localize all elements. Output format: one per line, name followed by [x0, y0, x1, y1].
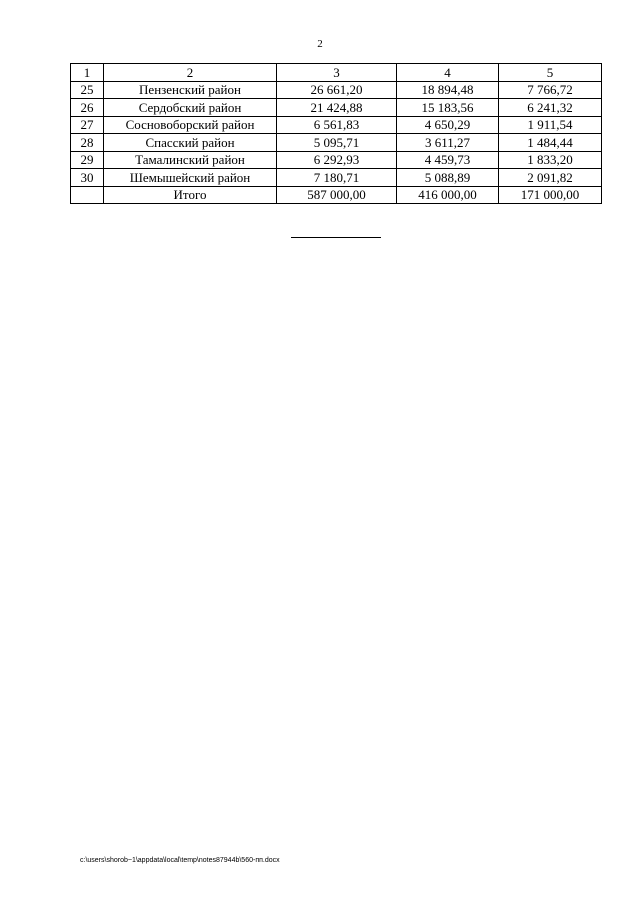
amount-col-4: 3 611,27	[397, 134, 499, 152]
header-cell-5: 5	[499, 64, 602, 82]
total-col-4: 416 000,00	[397, 186, 499, 204]
district-name: Сердобский район	[104, 99, 277, 117]
amount-col-4: 5 088,89	[397, 169, 499, 187]
district-name: Сосновоборский район	[104, 116, 277, 134]
row-number: 25	[71, 81, 104, 99]
table-row	[71, 99, 602, 117]
district-name: Шемышейский район	[104, 169, 277, 187]
row-number: 30	[71, 169, 104, 187]
amount-col-3: 6 561,83	[277, 116, 397, 134]
footer-file-path: c:\users\shorob~1\appdata\local\temp\notes87944b\560-пп.docx	[80, 857, 280, 864]
total-empty-cell	[71, 186, 104, 204]
header-cell-3: 3	[277, 64, 397, 82]
table-row	[71, 81, 602, 99]
amount-col-5: 1 484,44	[499, 134, 602, 152]
table-row	[71, 134, 602, 152]
header-cell-4: 4	[397, 64, 499, 82]
row-number: 29	[71, 151, 104, 169]
district-name: Тамалинский район	[104, 151, 277, 169]
amount-col-3: 5 095,71	[277, 134, 397, 152]
amount-col-5: 1 911,54	[499, 116, 602, 134]
table-row	[71, 169, 602, 187]
amount-col-4: 15 183,56	[397, 99, 499, 117]
amount-col-4: 4 459,73	[397, 151, 499, 169]
total-col-3: 587 000,00	[277, 186, 397, 204]
table-row	[71, 116, 602, 134]
total-label: Итого	[104, 186, 277, 204]
table-header-row	[71, 64, 602, 82]
table-total-row	[71, 186, 602, 204]
amount-col-5: 1 833,20	[499, 151, 602, 169]
row-number: 28	[71, 134, 104, 152]
row-number: 27	[71, 116, 104, 134]
amount-col-3: 7 180,71	[277, 169, 397, 187]
total-col-5: 171 000,00	[499, 186, 602, 204]
end-of-document-rule	[291, 237, 381, 238]
amount-col-3: 6 292,93	[277, 151, 397, 169]
amount-col-5: 7 766,72	[499, 81, 602, 99]
amount-col-3: 21 424,88	[277, 99, 397, 117]
header-cell-2: 2	[104, 64, 277, 82]
amount-col-5: 6 241,32	[499, 99, 602, 117]
district-name: Спасский район	[104, 134, 277, 152]
amount-col-5: 2 091,82	[499, 169, 602, 187]
district-name: Пензенский район	[104, 81, 277, 99]
header-cell-1: 1	[71, 64, 104, 82]
amount-col-4: 4 650,29	[397, 116, 499, 134]
district-allocation-table	[70, 63, 602, 204]
amount-col-3: 26 661,20	[277, 81, 397, 99]
amount-col-4: 18 894,48	[397, 81, 499, 99]
table-row	[71, 151, 602, 169]
page-number: 2	[317, 38, 323, 50]
row-number: 26	[71, 99, 104, 117]
